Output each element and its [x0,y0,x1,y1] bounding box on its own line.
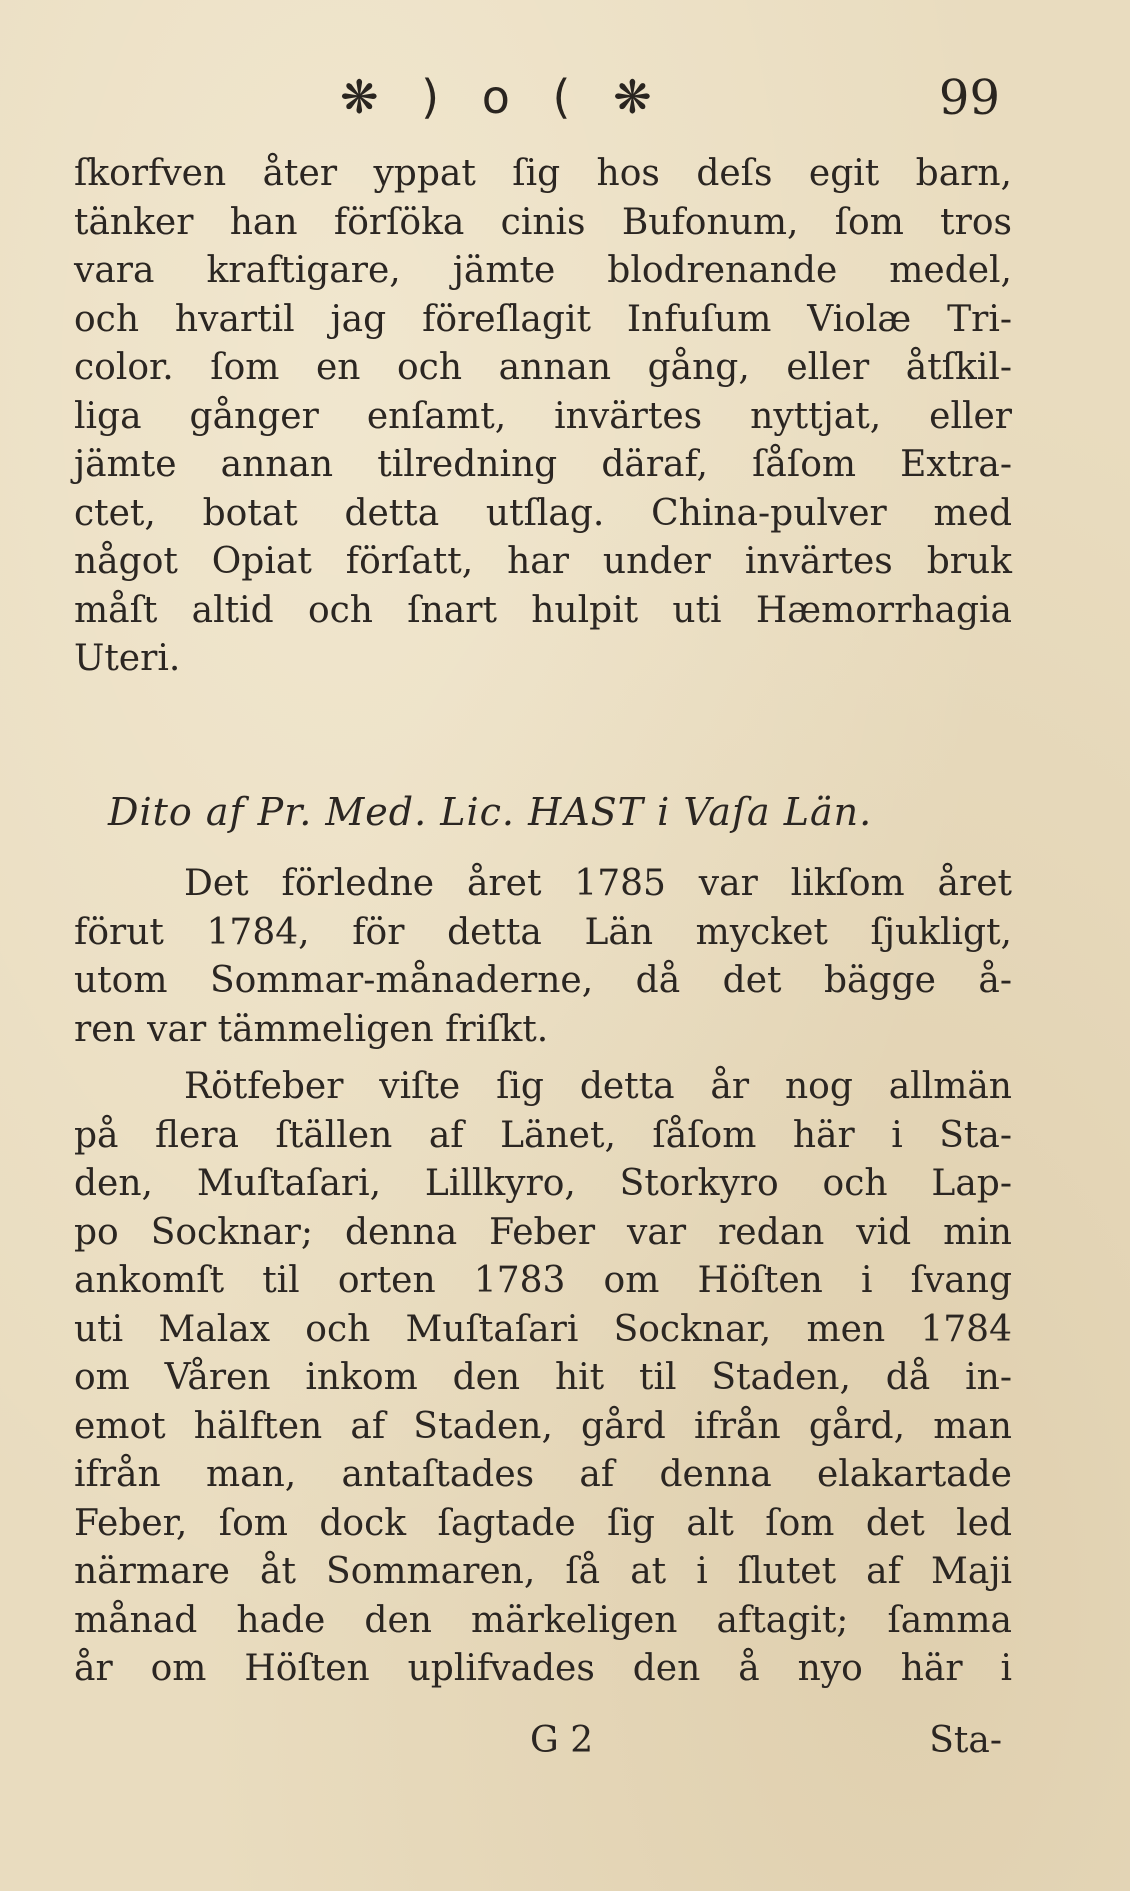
text-line: förut 1784, för detta Län mycket ſjukligt, [74,911,1012,953]
text-line: po Socknar; denna Feber var redan vid min [74,1211,1012,1253]
text-line: emot hälften af Staden, gård ifrån gård, man [74,1405,1012,1447]
header-ornament: ❋ ) o ( ❋ [340,70,666,124]
text-line: ankomſt til orten 1783 om Höſten i ſvang [74,1260,1012,1301]
page-number: 99 [938,70,1000,126]
text-line: och hvartil jag föreſlagit Infuſum Violæ Tri- [74,298,1012,340]
text-line: Uteri. [74,638,181,679]
text-line: närmare åt Sommaren, ſå at i ſlutet af Maji [74,1551,1012,1592]
text-line: ctet, botat detta utſlag. China-pulver med [74,492,1012,534]
text-line: Rötfeber viſte ſig detta år nog allmän [184,1066,1012,1107]
text-line: den, Muſtaſari, Lillkyro, Storkyro och Lap- [74,1163,1012,1204]
text-line: ifrån man, antaſtades af denna elakartade [74,1454,1012,1495]
text-line: liga gånger enſamt, invärtes nyttjat, eller [74,395,1012,437]
paragraph-3 [74,1063,1012,1694]
text-line: Det förledne året 1785 var likſom året [184,863,1012,904]
text-line: ren var tämmeligen friſkt. [74,1008,549,1050]
paragraph-2 [74,860,1012,1054]
page-header [0,70,1130,130]
text-line: på flera ſtällen af Länet, ſåſom här i Sta- [74,1114,1012,1156]
page-footer [0,1720,1130,1770]
section-heading: Dito af Pr. Med. Lic. HAST i Vaſa Län. [108,790,873,834]
text-line: Feber, ſom dock ſagtade ſig alt ſom det led [74,1502,1012,1544]
catchword: Sta- [929,1720,1002,1761]
text-line: ſkorfven åter yppat ſig hos deſs egit barn, [74,153,1012,194]
text-line: uti Malax och Muſtaſari Socknar, men 1784 [74,1308,1012,1350]
text-line: jämte annan tilredning däraf, ſåſom Extra- [74,444,1012,485]
text-line: något Opiat förſatt, har under invärtes bruk [74,541,1012,582]
text-line: om Våren inkom den hit til Staden, då in- [74,1357,1012,1398]
text-line: vara kraftigare, jämte blodrenande medel, [74,250,1012,291]
signature-mark: G 2 [530,1720,594,1761]
text-line: år om Höſten uplifvades den å nyo här i [74,1648,1012,1689]
text-line: månad hade den märkeligen aftagit; ſamma [74,1599,1012,1641]
paragraph-1 [74,150,1012,684]
text-line: utom Sommar-månaderne, då det bägge å- [74,960,1012,1001]
text-line: måſt altid och ſnart hulpit uti Hæmorrhagia [74,589,1012,631]
text-line: color. ſom en och annan gång, eller åtſkil- [74,347,1012,388]
text-line: tänker han förſöka cinis Bufonum, ſom tros [74,201,1012,243]
